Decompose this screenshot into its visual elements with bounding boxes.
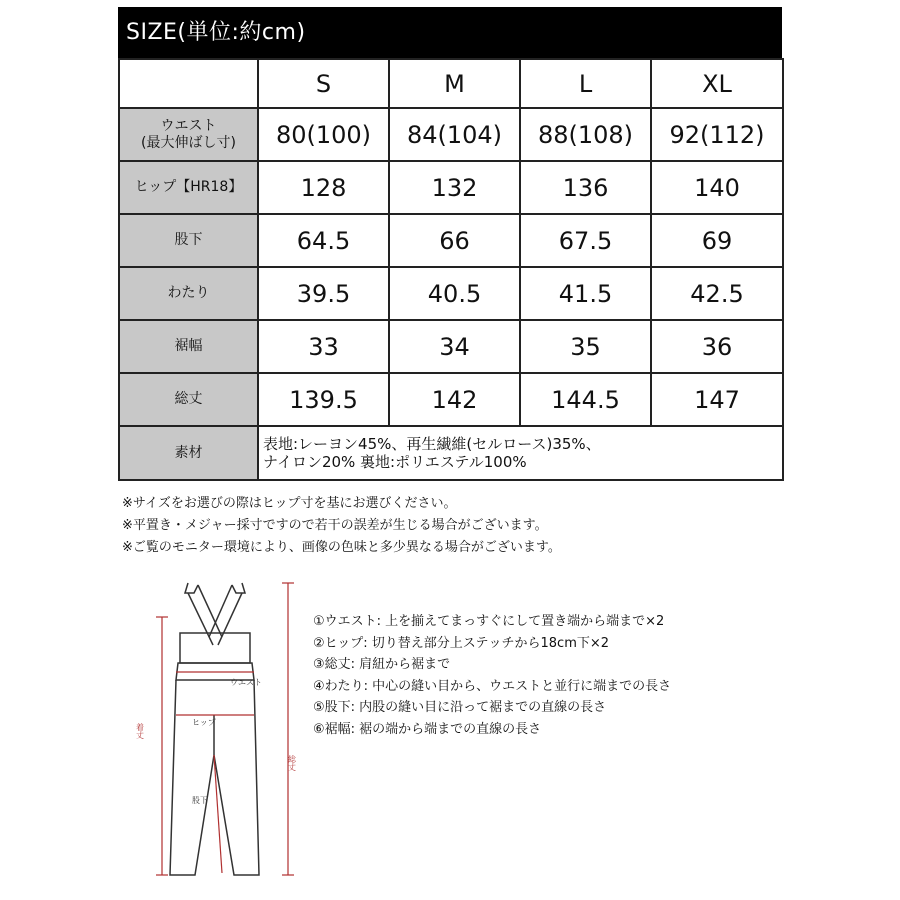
diagram-total-length-label-right: 総丈 xyxy=(287,755,297,771)
diagram-inseam-label: 股下 xyxy=(192,796,208,805)
size-header-s: S xyxy=(258,59,389,108)
table-cell: 88(108) xyxy=(520,108,651,161)
table-cell: 66 xyxy=(389,214,520,267)
table-row-waist xyxy=(119,108,783,161)
legend-item: ①ウエスト: 上を揃えてまっすぐにして置き端から端まで×2 xyxy=(313,614,665,629)
material-line1: 表地:レーヨン45%、再生繊維(セルロース)35%、 xyxy=(263,435,601,453)
table-cell: 67.5 xyxy=(520,214,651,267)
table-cell: 132 xyxy=(389,161,520,214)
table-cell: 84(104) xyxy=(389,108,520,161)
strap-outline xyxy=(185,583,245,645)
table-cell: 136 xyxy=(520,161,651,214)
table-cell: 41.5 xyxy=(520,267,651,320)
size-header-m: M xyxy=(389,59,520,108)
diagram-waist-label: ウエスト xyxy=(230,678,262,687)
row-label-hem: 裾幅 xyxy=(119,320,258,373)
note-item: ※平置き・メジャー採寸ですので若干の誤差が生じる場合がございます。 xyxy=(122,518,548,533)
diagram-hip-label: ヒップ xyxy=(192,718,216,727)
size-table xyxy=(118,58,784,481)
table-cell: 69 xyxy=(651,214,783,267)
legend-item: ⑥裾幅: 裾の端から端までの直線の長さ xyxy=(313,721,542,737)
table-cell: 40.5 xyxy=(389,267,520,320)
overalls-measurement-diagram xyxy=(130,575,305,885)
table-cell: 35 xyxy=(520,320,651,373)
table-cell: 92(112) xyxy=(651,108,783,161)
row-label-waist xyxy=(119,108,258,161)
table-cell: 64.5 xyxy=(258,214,389,267)
table-cell: 128 xyxy=(258,161,389,214)
size-header-l: L xyxy=(520,59,651,108)
table-cell: 139.5 xyxy=(258,373,389,426)
row-label-total-length: 総丈 xyxy=(119,373,258,426)
note-item: ※ご覧のモニター環境により、画像の色味と多少異なる場合がございます。 xyxy=(122,540,561,555)
size-notes xyxy=(122,493,561,559)
table-cell: 140 xyxy=(651,161,783,214)
table-cell: 39.5 xyxy=(258,267,389,320)
legend-item: ⑤股下: 内股の縫い目に沿って裾までの直線の長さ xyxy=(313,700,607,715)
row-label-thigh: わたり xyxy=(119,267,258,320)
table-row-thigh xyxy=(119,267,783,320)
legend-item: ④わたり: 中心の縫い目から、ウエストと並行に端までの長さ xyxy=(313,678,672,694)
row-label-line1: ウエスト xyxy=(160,117,217,134)
table-cell: 80(100) xyxy=(258,108,389,161)
table-row-hip xyxy=(119,161,783,214)
table-cell: 34 xyxy=(389,320,520,373)
row-label-inseam: 股下 xyxy=(119,214,258,267)
row-label-material: 素材 xyxy=(119,426,258,480)
diagram-total-length-label-left: 着丈 xyxy=(135,723,145,739)
table-cell: 42.5 xyxy=(651,267,783,320)
table-cell: 33 xyxy=(258,320,389,373)
size-header-xl: XL xyxy=(651,59,783,108)
table-row-inseam xyxy=(119,214,783,267)
table-cell: 36 xyxy=(651,320,783,373)
measurement-legend xyxy=(313,611,671,740)
garment-outline xyxy=(170,633,259,875)
row-label-line2: (最大伸ばし寸) xyxy=(141,134,236,151)
table-cell: 144.5 xyxy=(520,373,651,426)
material-description xyxy=(258,426,783,480)
table-row-material xyxy=(119,426,783,480)
legend-item: ③総丈: 肩紐から裾まで xyxy=(313,657,451,672)
table-row-hem xyxy=(119,320,783,373)
measurement-lines xyxy=(156,583,294,875)
table-row-total-length xyxy=(119,373,783,426)
header-corner-cell xyxy=(119,59,258,108)
legend-item: ②ヒップ: 切り替え部分上ステッチから18cm下×2 xyxy=(313,635,610,651)
table-cell: 147 xyxy=(651,373,783,426)
row-label-hip: ヒップ【HR18】 xyxy=(119,161,258,214)
size-header-row xyxy=(119,59,783,108)
table-cell: 142 xyxy=(389,373,520,426)
material-line2: ナイロン20% 裏地:ポリエステル100% xyxy=(263,453,527,471)
size-table-title: SIZE(単位:約cm) xyxy=(118,7,782,58)
note-item: ※サイズをお選びの際はヒップ寸を基にお選びください。 xyxy=(122,496,457,511)
